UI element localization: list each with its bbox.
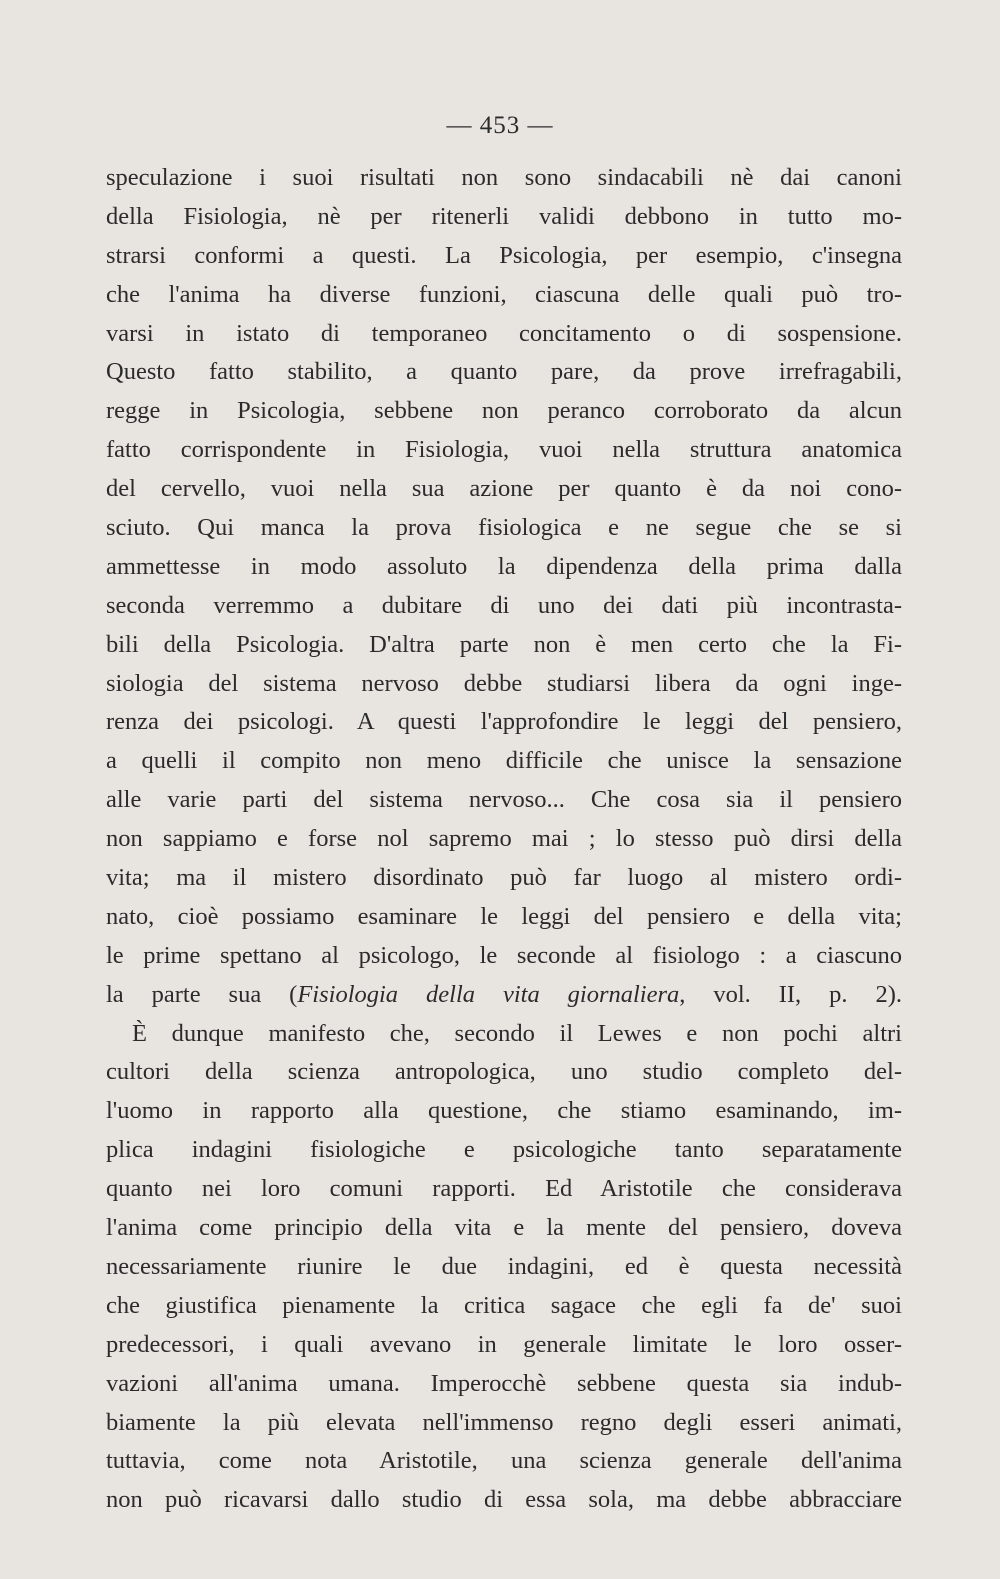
- text-line: fatto corrispondente in Fisiologia, vuoi nella struttura anatomica: [106, 436, 902, 464]
- text-line: nato, cioè possiamo esaminare le leggi del pensiero e della vita;: [106, 902, 902, 930]
- text-line: le prime spettano al psicologo, le seconde al fisiologo : a ciascuno: [106, 941, 902, 969]
- text-line: a quelli il compito non meno difficile che unisce la sensazione: [106, 747, 902, 775]
- text-line: l'uomo in rapporto alla questione, che stiamo esaminando, im-: [106, 1097, 902, 1125]
- text-line: speculazione i suoi risultati non sono sindacabili nè dai canoni: [106, 164, 902, 191]
- text-line: vazioni all'anima umana. Imperocchè sebbene questa sia indub-: [106, 1369, 902, 1397]
- text-line: bili della Psicologia. D'altra parte non è men certo che la Fi-: [106, 630, 902, 658]
- page-number: — 453 —: [446, 112, 554, 139]
- text-line: varsi in istato di temporaneo concitamento o di sospensione.: [106, 319, 902, 347]
- text-line: strarsi conformi a questi. La Psicologia, per esempio, c'insegna: [106, 241, 902, 269]
- citation-line: [106, 976, 902, 1015]
- citation-after: , vol. II, p. 2).: [679, 980, 902, 1008]
- text-line: non può ricavarsi dallo studio di essa sola, ma debbe abbracciare: [106, 1486, 902, 1514]
- text-line: siologia del sistema nervoso debbe studiarsi libera da ogni inge-: [106, 669, 902, 697]
- text-line: cultori della scienza antropologica, uno studio completo del-: [106, 1058, 902, 1086]
- text-line: del cervello, vuoi nella sua azione per quanto è da noi cono-: [106, 475, 902, 503]
- text-line: che l'anima ha diverse funzioni, ciascuna delle quali può tro-: [106, 280, 902, 308]
- text-line: Questo fatto stabilito, a quanto pare, da prove irrefragabili,: [106, 358, 902, 386]
- text-line: renza dei psicologi. A questi l'approfondire le leggi del pensiero,: [106, 708, 902, 736]
- text-line: quanto nei loro comuni rapporti. Ed Aristotile che considerava: [106, 1175, 902, 1203]
- text-line: non sappiamo e forse nol sapremo mai ; lo stesso può dirsi della: [106, 825, 902, 853]
- text-line: della Fisiologia, nè per ritenerli validi debbono in tutto mo-: [106, 202, 902, 230]
- text-line: alle varie parti del sistema nervoso... Che cosa sia il pensiero: [106, 786, 902, 814]
- text-line: l'anima come principio della vita e la mente del pensiero, doveva: [106, 1214, 902, 1242]
- text-line: vita; ma il mistero disordinato può far luogo al mistero ordi-: [106, 864, 902, 892]
- text-line: che giustifica pienamente la critica sagace che egli fa de' suoi: [106, 1291, 902, 1319]
- text-line: regge in Psicologia, sebbene non peranco corroborato da alcun: [106, 397, 902, 425]
- paragraph-first-line: È dunque manifesto che, secondo il Lewes e non pochi altri: [132, 1019, 902, 1047]
- text-line: biamente la più elevata nell'immenso regno degli esseri animati,: [106, 1408, 902, 1436]
- text-line: ammettesse in modo assoluto la dipendenza della prima dalla: [106, 552, 902, 580]
- text-line: necessariamente riunire le due indagini, ed è questa necessità: [106, 1252, 902, 1280]
- citation-title: Fisiologia della vita giornaliera: [297, 980, 680, 1008]
- text-line: predecessori, i quali avevano in generale limitate le loro osser-: [106, 1330, 902, 1358]
- text-line: tuttavia, come nota Aristotile, una scienza generale dell'anima: [106, 1447, 902, 1475]
- text-line: sciuto. Qui manca la prova fisiologica e ne segue che se si: [106, 514, 902, 542]
- text-line: plica indagini fisiologiche e psicologiche tanto separatamente: [106, 1136, 902, 1164]
- body-text: [106, 159, 902, 1520]
- text-line: seconda verremmo a dubitare di uno dei dati più incontrasta-: [106, 591, 902, 619]
- citation-before: la parte sua (: [106, 980, 298, 1008]
